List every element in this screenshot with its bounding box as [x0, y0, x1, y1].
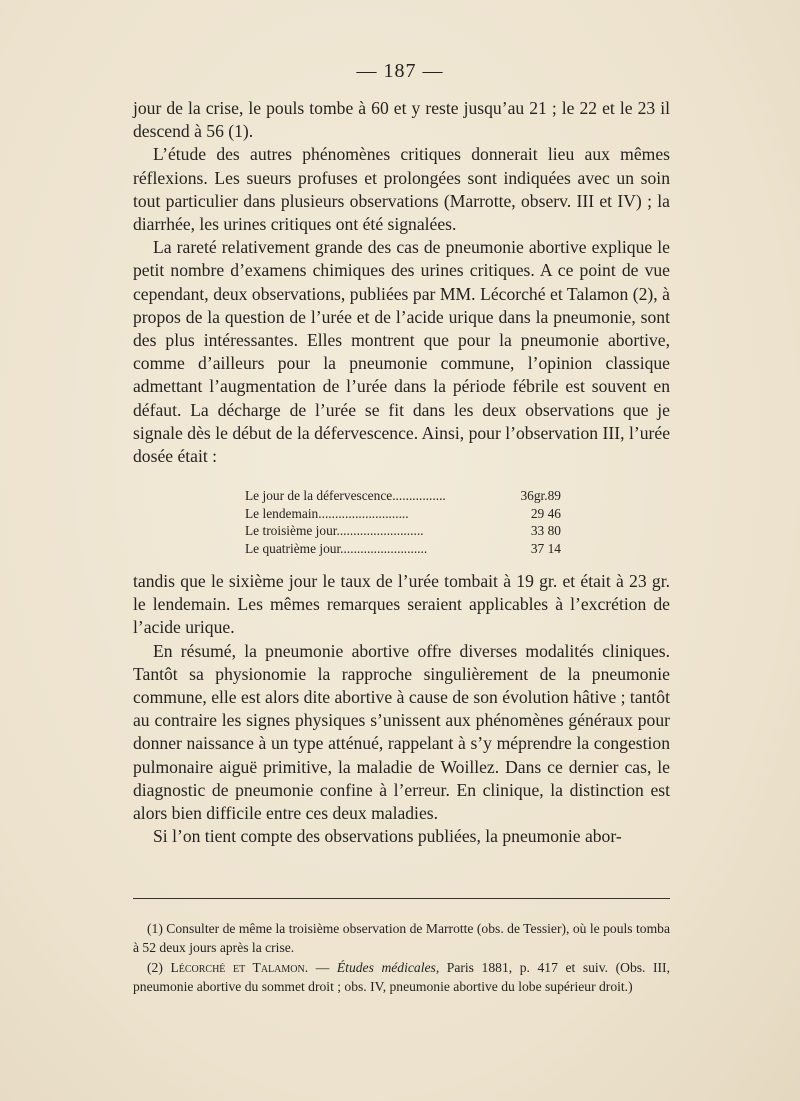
footnotes [133, 920, 670, 998]
footnote-2-dash: — [308, 960, 337, 975]
paragraph: tandis que le sixième jour le taux de l’urée tombait à 19 gr. et était à 23 gr. le lendemain. Les mêmes remarques seraient applicables à l’excrétion de l’acide urique. [133, 571, 670, 638]
row-value: 29 46 [530, 505, 561, 521]
body-text-top [133, 97, 670, 468]
urea-table [245, 487, 561, 557]
footnote-2-number: (2) [147, 960, 171, 975]
table-row [245, 522, 561, 540]
paragraph: jour de la crise, le pouls tombe à 60 et y reste jusqu’au 21 ; le 22 et le 23 il descend à 56 (1). [133, 98, 670, 142]
paragraph: La rareté relativement grande des cas de pneumonie abortive explique le petit nombre d’examens chimiques des urines critiques. A ce point de vue cependant, deux observations, publiées par MM. Lécorché et Talamon (2), à propos de la question de l’urée et de l’acide urique dans la pneumonie, sont des plus intéressantes. Elles montrent que pour la pneumonie abortive, comme d’ailleurs pour la pneumonie commune, l’opinion classique admettant l’augmentation de l’urée dans la période fébrile est souvent en défaut. La décharge de l’urée se fit dans les deux observations que je signale dès le début de la défervescence. Ainsi, pour l’observation III, l’urée dosée était : [133, 237, 670, 467]
paragraph: Si l’on tient compte des observations publiées, la pneumonie abor- [153, 826, 622, 847]
paragraph: L’étude des autres phénomènes critiques donnerait lieu aux mêmes réflexions. Les sueurs profuses et prolongées sont indiquées avec un soin tout particulier dans plusieurs observations (Marrotte, observ. III et IV) ; la diarrhée, les urines critiques ont été signalées. [133, 144, 670, 235]
row-label: Le quatrième jour.......................... [245, 540, 428, 556]
footnote-2-rest: , Paris 1881, p. 417 et suiv. (Obs. III, pneumonie abortive du sommet droit ; obs. IV, pneumonie abortive du lobe supérieur droit.) [133, 960, 670, 994]
table-row [245, 505, 561, 523]
row-value: 37 14 [530, 540, 561, 556]
row-value: 33 80 [530, 523, 561, 538]
footnote-2 [133, 959, 670, 996]
row-label: Le lendemain........................... [245, 505, 409, 521]
table-row [245, 487, 561, 505]
footnote-divider [133, 898, 670, 899]
footnote-1: (1) Consulter de même la troisième observation de Marrotte (obs. de Tessier), où le pouls tomba à 52 deux jours après la crise. [133, 921, 670, 955]
row-label: Le jour de la défervescence................ [245, 488, 446, 503]
table-row [245, 540, 561, 558]
row-label: Le troisième jour.......................... [245, 523, 424, 538]
footnote-2-authors: Lécorché et Talamon. [170, 960, 309, 975]
paragraph: En résumé, la pneumonie abortive offre diverses modalités cliniques. Tantôt sa physionomie la rapproche singulièrement de la pneumonie commune, elle est alors dite abortive à cause de son évolution hâtive ; tantôt au contraire les signes physiques s’unissent aux phénomènes généraux pour donner naissance à un type atténué, rappelant à s’y méprendre la congestion pulmonaire aiguë primitive, la maladie de Woillez. Dans ce dernier cas, le diagnostic de pneumonie confine à l’erreur. En clinique, la distinction est alors bien difficile entre ces deux maladies. [133, 640, 670, 824]
footnote-2-title: Études médicales [336, 960, 436, 975]
page-number: — 187 — [356, 60, 444, 82]
body-text-bottom [133, 570, 670, 848]
row-value: 36gr.89 [520, 488, 561, 503]
